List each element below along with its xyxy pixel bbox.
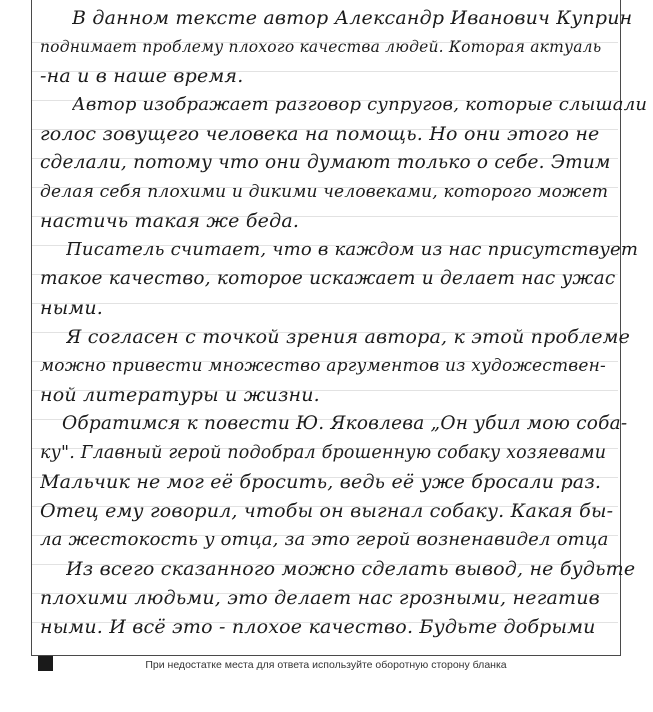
text-line-11: ными. <box>40 297 104 319</box>
text-line-10: такое качество, которое искажает и делает нас ужас <box>40 268 616 289</box>
text-line-16: ку". Главный герой подобрал брошенную собаку хозяевами <box>40 443 607 463</box>
text-line-18: Отец ему говорил, чтобы он выгнал собаку. Какая бы- <box>40 500 614 522</box>
text-line-21: плохими людьми, это делает нас грозными, негатив <box>40 587 600 609</box>
text-line-6: сделали, потому что они думают только о себе. Этим <box>40 152 611 173</box>
text-line-19: ла жестокость у отца, за это герой возненавидел отца <box>40 529 609 550</box>
footer-note: При недостатке места для ответа используйте оборотную сторону бланка <box>145 659 507 671</box>
alignment-marker <box>38 656 53 671</box>
text-line-15: Обратимся к повести Ю. Яковлева „Он убил мою соба- <box>62 413 628 434</box>
text-line-20: Из всего сказанного можно сделать вывод, не будьте <box>66 558 636 580</box>
text-line-22: ными. И всё это - плохое качество. Будьте добрыми <box>40 616 596 638</box>
text-line-7: делая себя плохими и дикими человеками, которого может <box>40 182 609 202</box>
text-line-13: можно привести множество аргументов из художествен- <box>40 356 606 376</box>
text-line-8: настичь такая же беда. <box>40 210 300 232</box>
text-line-12: Я согласен с точкой зрения автора, к этой проблеме <box>66 326 631 348</box>
text-line-2: поднимает проблему плохого качества людей. Которая актуаль <box>40 38 602 56</box>
text-line-9: Писатель считает, что в каждом из нас присутствует <box>66 239 639 260</box>
text-line-4: Автор изображает разговор супругов, которые слышали <box>72 94 648 115</box>
text-line-14: ной литературы и жизни. <box>40 384 320 406</box>
text-line-5: голос зовущего человека на помощь. Но они этого не <box>40 123 600 145</box>
text-line-1: В данном тексте автор Александр Иванович Куприн <box>72 7 633 29</box>
text-line-17: Мальчик не мог её бросить, ведь её уже бросали раз. <box>40 471 602 493</box>
text-line-3: -на и в наше время. <box>40 65 244 87</box>
